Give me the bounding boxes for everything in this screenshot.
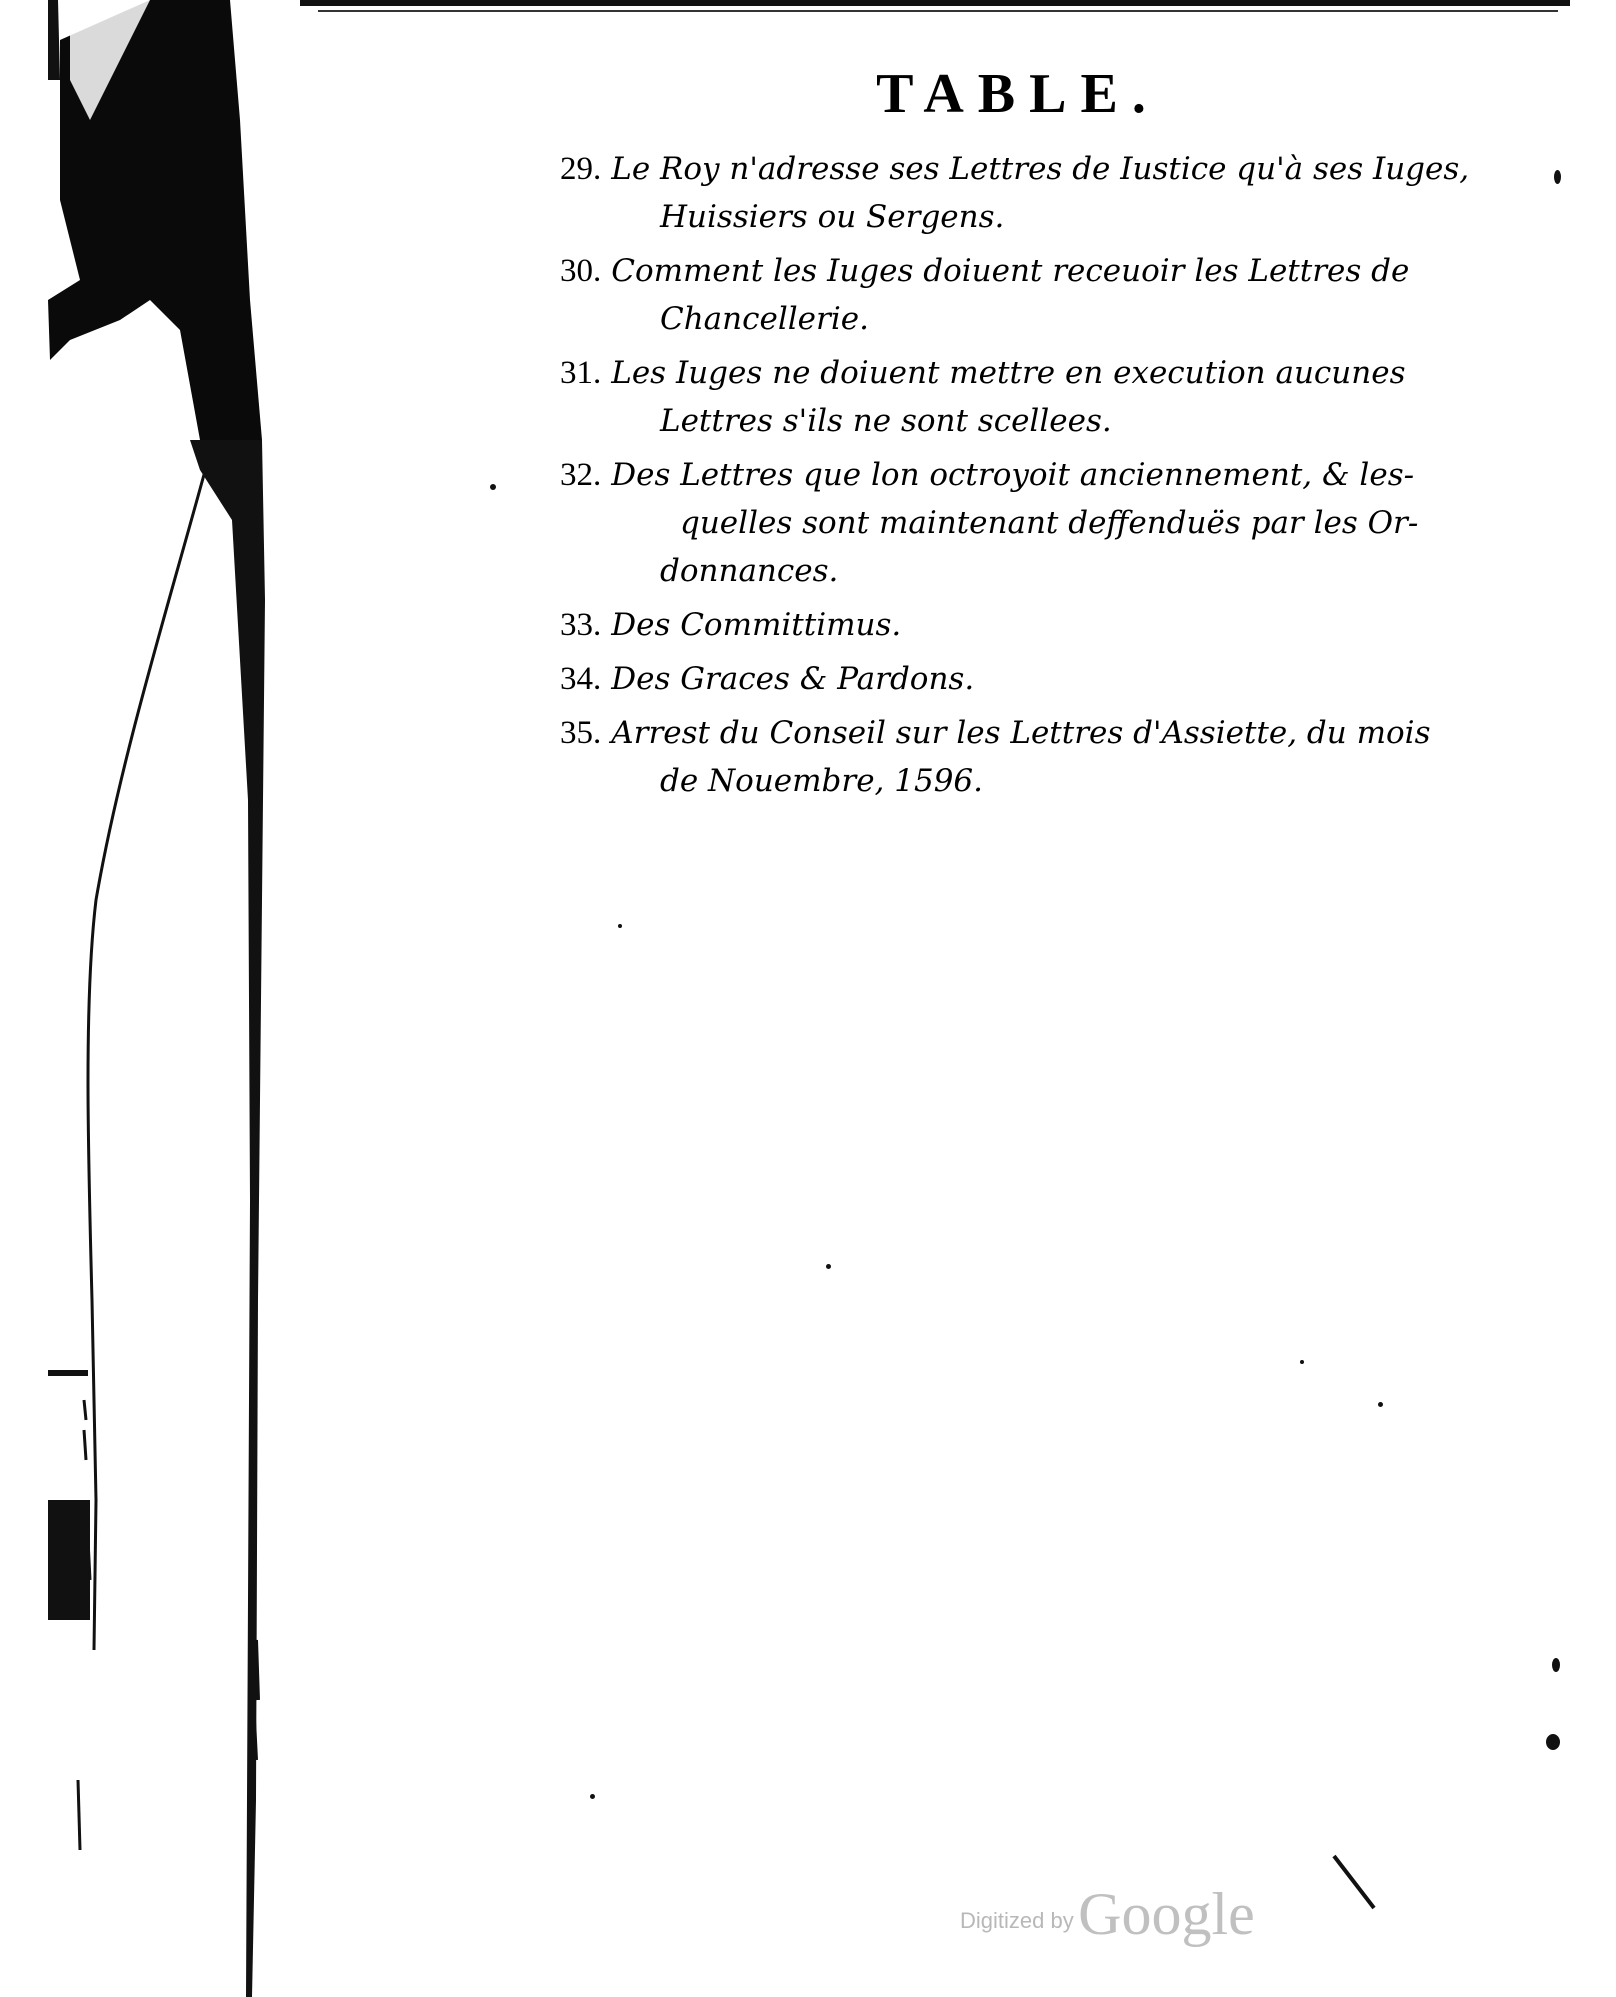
toc-entry-line — [560, 499, 1430, 547]
entry-number: 32. — [560, 457, 602, 493]
toc-entry-line — [560, 145, 1470, 193]
entry-text: Lettres s'ils ne sont scellees. — [660, 403, 1112, 439]
toc-entry-35 — [560, 709, 1430, 805]
entry-text: donnances. — [660, 553, 839, 589]
table-of-contents — [560, 145, 1470, 811]
entry-number: 30. — [560, 253, 602, 289]
running-head — [0, 62, 1616, 126]
scan-speck — [1554, 170, 1561, 184]
toc-entry-30 — [560, 247, 1430, 343]
entry-number: 35. — [560, 715, 602, 751]
entry-number: 33. — [560, 607, 602, 643]
toc-entry-line — [560, 349, 1430, 397]
toc-entry-line — [560, 709, 1430, 757]
toc-entry-32 — [560, 451, 1430, 595]
toc-entry-line — [560, 247, 1430, 295]
entry-text: Arrest du Conseil sur les Lettres d'Assiette, du mois — [611, 715, 1431, 751]
page-top-rule — [300, 0, 1570, 6]
entry-number: 29. — [560, 151, 602, 187]
entry-text: Des Graces & Pardons. — [611, 661, 975, 697]
toc-entry-line — [560, 655, 1430, 703]
page-top-rule-thin — [318, 10, 1558, 12]
scan-speck — [618, 924, 622, 928]
scan-speck — [1546, 1734, 1560, 1750]
toc-entry-29 — [560, 145, 1470, 241]
entry-text: Des Committimus. — [611, 607, 902, 643]
binding-shadow — [0, 0, 280, 1997]
toc-entry-line — [560, 757, 1430, 805]
scan-speck — [590, 1794, 595, 1799]
toc-entry-line — [560, 547, 1430, 595]
entry-text: Comment les Iuges doiuent receuoir les Lettres de — [611, 253, 1410, 289]
running-head-text: TABLE. — [876, 63, 1160, 125]
entry-text: Le Roy n'adresse ses Lettres de Iustice qu'à ses Iuges, — [611, 151, 1470, 187]
entry-text: Les Iuges ne doiuent mettre en execution aucunes — [611, 355, 1406, 391]
google-watermark — [960, 1880, 1255, 1949]
toc-entry-line — [560, 397, 1430, 445]
scan-speck — [1300, 1360, 1304, 1364]
toc-entry-33 — [560, 601, 1430, 649]
entry-number: 31. — [560, 355, 602, 391]
toc-entry-line — [560, 193, 1430, 241]
scan-speck — [1552, 1658, 1560, 1672]
toc-entry-line — [560, 451, 1430, 499]
scan-speck — [490, 484, 496, 490]
google-logo: Google — [1078, 1881, 1255, 1947]
scan-stroke — [1330, 1852, 1380, 1914]
toc-entry-line — [560, 295, 1430, 343]
entry-number: 34. — [560, 661, 602, 697]
toc-entry-31 — [560, 349, 1430, 445]
toc-entry-line — [560, 601, 1430, 649]
watermark-prefix: Digitized by — [960, 1908, 1074, 1933]
scan-speck — [826, 1264, 831, 1269]
entry-text: Chancellerie. — [660, 301, 869, 337]
toc-entry-34 — [560, 655, 1430, 703]
entry-text: de Nouembre, 1596. — [660, 763, 984, 799]
entry-text: quelles sont maintenant deffenduës par les Or- — [680, 505, 1419, 541]
entry-text: Des Lettres que lon octroyoit anciennement, & les- — [611, 457, 1415, 493]
entry-text: Huissiers ou Sergens. — [660, 199, 1005, 235]
scan-speck — [1378, 1402, 1383, 1407]
